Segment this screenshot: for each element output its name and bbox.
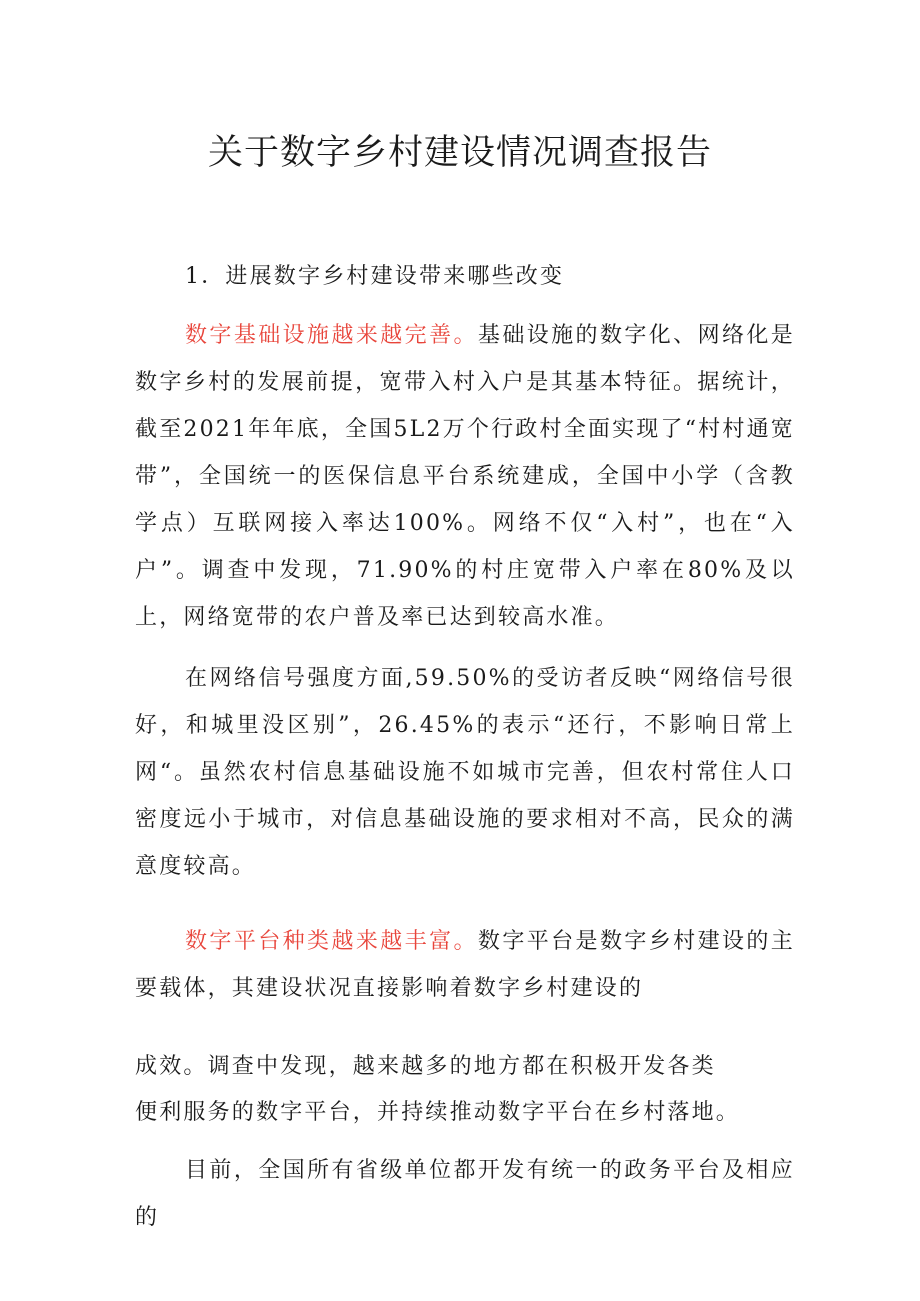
paragraph-infrastructure-text: 基础设施的数字化、网络化是数字乡村的发展前提，宽带入村入户是其基本特征。据统计，截至2021年年底，全国5L2万个行政村全面实现了“村村通宽带”，全国统一的医保信息平台系统建成，全国中小学（含教学点）互联网接入率达100%。网络不仅“入村”，也在“入户”。调查中发现，71.90%的村庄宽带入户率在80%及以上，网络宽带的农户普及率已达到较高水准。: [135, 323, 795, 630]
paragraph-infrastructure: [135, 312, 795, 641]
section-heading: 1．进展数字乡村建设带来哪些改变: [185, 264, 565, 289]
paragraph-continued-line-1: 成效。调查中发现，越来越多的地方都在积极开发各类: [135, 1054, 716, 1079]
paragraph-current: 目前，全国所有省级单位都开发有统一的政务平台及相应的: [135, 1158, 795, 1230]
document-title: 关于数字乡村建设情况调查报告: [207, 133, 712, 173]
paragraph-platforms: [135, 918, 795, 1012]
paragraph-platforms-text: 数字平台是数字乡村建设的主要载体，其建设状况直接影响着数字乡村建设的: [135, 929, 795, 1001]
paragraph-signal-strength: 在网络信号强度方面,59.50%的受访者反映“网络信号很好，和城里没区别”，26.45%的表示“还行，不影响日常上网“。虽然农村信息基础设施不如城市完善，但农村常住人口密度远小于城市，对信息基础设施的要求相对不高，民众的满意度较高。: [135, 666, 795, 879]
highlight-platforms: 数字平台种类越来越丰富。: [185, 929, 478, 954]
highlight-infrastructure: 数字基础设施越来越完善。: [185, 323, 478, 348]
paragraph-continued-line-2: 便利服务的数字平台，并持续推动数字平台在乡村落地。: [135, 1100, 741, 1125]
